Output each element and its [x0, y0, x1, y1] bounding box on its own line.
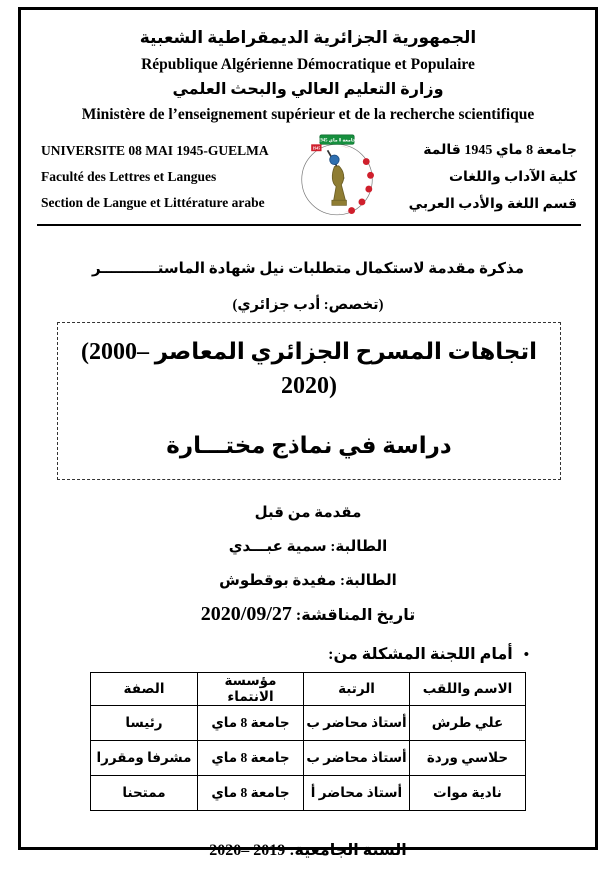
university-logo-icon: [294, 134, 380, 220]
faculty-name-arabic: كلية الآداب واللغات: [448, 169, 577, 185]
memoir-purpose-line: مذكرة مقدمة لاستكمال متطلبات نيل شهادة الماستـــــــــــر: [92, 261, 524, 277]
thesis-subtitle: دراسة في نماذج مختـــارة: [166, 433, 452, 458]
bullet-icon: •: [523, 647, 529, 663]
institution-block-arabic: [381, 137, 577, 218]
jury-member-role: ممتحنا: [91, 776, 198, 811]
jury-member-name: نادية موات: [410, 776, 526, 811]
section-name-arabic: قسم اللغة والأدب العربي: [408, 196, 577, 212]
republic-title-arabic: الجمهورية الجزائرية الديمقراطية الشعبية: [139, 28, 477, 47]
committee-heading-line: [25, 644, 591, 666]
jury-member-role: رئيسا: [91, 706, 198, 741]
thesis-title-box: [57, 322, 561, 480]
ministry-title-french: Ministère de l’enseignement supérieur et de la recherche scientifique: [81, 106, 535, 123]
jury-table: [90, 672, 526, 811]
university-name-french: UNIVERSITE 08 MAI 1945-GUELMA: [41, 143, 269, 158]
jury-member-institution: جامعة 8 ماي: [198, 741, 304, 776]
republic-title-french: République Algérienne Démocratique et Populaire: [141, 56, 475, 73]
thesis-title: [66, 335, 552, 403]
ministry-title-arabic: وزارة التعليم العالي والبحث العلمي: [172, 81, 444, 98]
thesis-title-years: (2000–2020): [80, 339, 337, 399]
academic-year-line: السنة الجامعية: 2019 –2020: [209, 842, 407, 859]
jury-row: [91, 776, 526, 811]
jury-member-institution: جامعة 8 ماي: [198, 706, 304, 741]
jury-header-institution: مؤسسة الانتماء: [198, 673, 304, 706]
jury-member-rank: أستاذ محاضر ب: [304, 741, 410, 776]
student-name-1: الطالبة: سمية عبـــدي: [228, 539, 388, 555]
institution-block-french: [41, 138, 293, 216]
defense-date-label: تاريخ المناقشة:: [295, 607, 416, 624]
speciality-line: (تخصص: أدب جزائري): [232, 297, 384, 313]
presented-by-heading: مقدمة من قبل: [254, 505, 362, 521]
jury-row: [91, 741, 526, 776]
jury-member-rank: أستاذ محاضر ب: [304, 706, 410, 741]
jury-member-rank: أستاذ محاضر أ: [304, 776, 410, 811]
defense-date-line: [25, 600, 591, 630]
jury-member-name: حلاسي وردة: [410, 741, 526, 776]
jury-member-institution: جامعة 8 ماي: [198, 776, 304, 811]
thesis-title-text: اتجاهات المسرح الجزائري المعاصر: [154, 339, 538, 364]
jury-header-row: [91, 673, 526, 706]
jury-header-role: الصفة: [91, 673, 198, 706]
student-name-2: الطالبة: مفيدة بوقطوش: [219, 573, 397, 589]
page-border: [18, 7, 598, 859]
institution-row: [25, 134, 591, 220]
jury-header-rank: الرتبة: [304, 673, 410, 706]
section-name-french: Section de Langue et Littérature arabe: [41, 195, 265, 210]
jury-row: [91, 706, 526, 741]
logo-banner-text: جامعة 8 ماي 1945: [318, 138, 356, 144]
faculty-name-french: Faculté des Lettres et Langues: [41, 169, 217, 184]
header-divider: [37, 224, 581, 226]
jury-member-name: علي طرش: [410, 706, 526, 741]
university-logo: [294, 134, 380, 220]
logo-year-text: 1945: [312, 146, 321, 151]
jury-header-name: الاسم واللقب: [410, 673, 526, 706]
university-name-arabic: جامعة 8 ماي 1945 قالمة: [423, 142, 577, 158]
committee-heading: أمام اللجنة المشكلة من:: [328, 646, 513, 663]
defense-date-value: 2020/09/27: [200, 603, 292, 625]
jury-member-role: مشرفا ومقررا: [91, 741, 198, 776]
